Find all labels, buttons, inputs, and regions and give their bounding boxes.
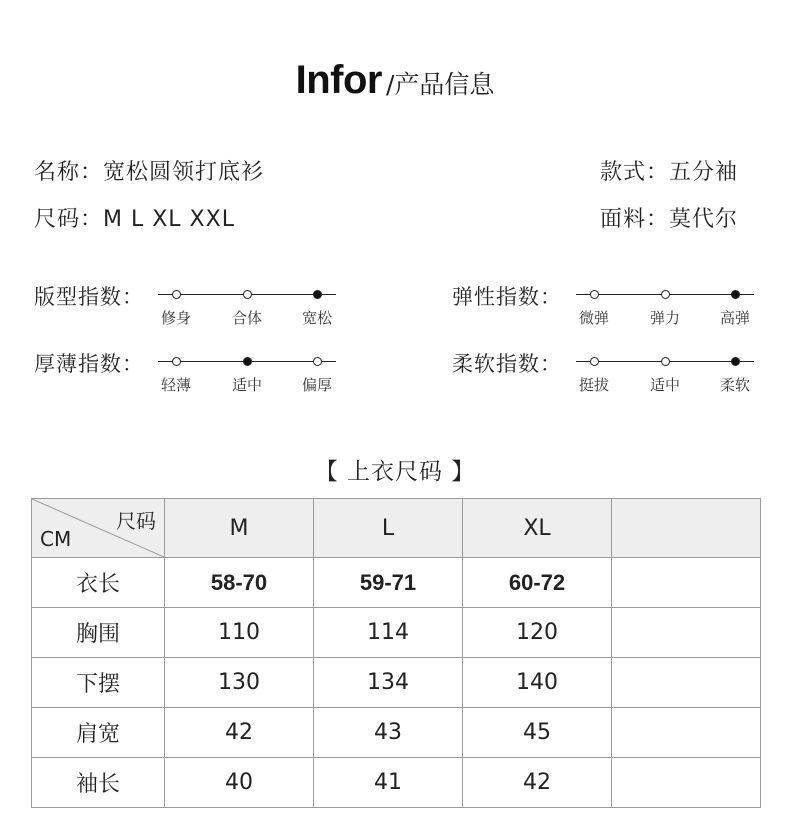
table-cell: 45: [463, 708, 612, 758]
product-name: 名称：宽松圆领打底衫: [34, 160, 265, 185]
scale-tick-label: 宽松: [301, 309, 333, 327]
scale-tick-label: 适中: [649, 376, 681, 394]
scale-dot: [590, 357, 599, 366]
scale-tick-label: 偏厚: [301, 376, 333, 394]
scale-tick-label: 修身: [160, 309, 192, 327]
table-cell: 120: [463, 608, 612, 658]
page-title: [0, 58, 790, 103]
row-label: 下摆: [32, 658, 165, 708]
table-cell: 43: [314, 708, 463, 758]
row-label: 胸围: [32, 608, 165, 658]
scale-tick-label: 合体: [231, 309, 263, 327]
scale-dot: [172, 290, 181, 299]
softness-index: [452, 348, 762, 408]
table-row: [32, 708, 761, 758]
table-cell: 40: [165, 758, 314, 808]
scale-dot-selected: [243, 357, 252, 366]
scale-tick-label: 挺拔: [578, 376, 610, 394]
table-cell: 110: [165, 608, 314, 658]
table-cell: [612, 558, 761, 608]
scale-tick-label: 柔软: [719, 376, 751, 394]
product-fabric: 面料：莫代尔: [600, 207, 739, 232]
table-cell: 134: [314, 658, 463, 708]
scale-dot: [243, 290, 252, 299]
column-header: M: [165, 499, 314, 558]
scale-tick-label: 弹力: [649, 309, 681, 327]
index-scale: [576, 348, 754, 398]
table-row: [32, 758, 761, 808]
table-cell: 60-72: [463, 558, 612, 608]
table-cell: 41: [314, 758, 463, 808]
index-scale: [158, 281, 336, 331]
column-header: XL: [463, 499, 612, 558]
table-cell: 59-71: [314, 558, 463, 608]
scale-dot: [661, 357, 670, 366]
corner-size-label: 尺码: [116, 509, 156, 533]
corner-unit-label: CM: [40, 527, 72, 551]
table-row: [32, 658, 761, 708]
table-row: [32, 558, 761, 608]
table-header-row: [32, 499, 761, 558]
row-label: 肩宽: [32, 708, 165, 758]
table-title: 【 上衣尺码 】: [314, 459, 476, 485]
product-style: 款式：五分袖: [600, 160, 739, 185]
table-cell: 42: [463, 758, 612, 808]
scale-tick-label: 高弹: [719, 309, 751, 327]
row-label: 袖长: [32, 758, 165, 808]
index-label: 弹性指数：: [452, 285, 562, 309]
index-label: 柔软指数：: [452, 352, 562, 376]
column-header: [612, 499, 761, 558]
scale-dot-selected: [731, 357, 740, 366]
table-cell: 114: [314, 608, 463, 658]
scale-dot: [313, 357, 322, 366]
thickness-index: [34, 348, 344, 408]
index-scale: [576, 281, 754, 331]
table-cell: [612, 658, 761, 708]
scale-tick-label: 轻薄: [160, 376, 192, 394]
table-corner-cell: [32, 499, 165, 558]
scale-dot: [590, 290, 599, 299]
column-header: L: [314, 499, 463, 558]
elasticity-index: [452, 281, 762, 341]
scale-dot: [661, 290, 670, 299]
table-row: [32, 608, 761, 658]
table-cell: [612, 708, 761, 758]
scale-tick-label: 适中: [231, 376, 263, 394]
fit-index: [34, 281, 344, 341]
table-cell: [612, 608, 761, 658]
table-cell: 42: [165, 708, 314, 758]
size-table: [31, 498, 761, 808]
table-cell: [612, 758, 761, 808]
table-cell: 58-70: [165, 558, 314, 608]
scale-dot-selected: [731, 290, 740, 299]
row-label: 衣长: [32, 558, 165, 608]
table-cell: 130: [165, 658, 314, 708]
index-label: 厚薄指数：: [34, 352, 144, 376]
scale-dot: [172, 357, 181, 366]
index-scale: [158, 348, 336, 398]
scale-tick-label: 微弹: [578, 309, 610, 327]
index-label: 版型指数：: [34, 285, 144, 309]
scale-dot-selected: [313, 290, 322, 299]
table-cell: 140: [463, 658, 612, 708]
title-main: Infor: [295, 58, 382, 102]
product-sizes: 尺码：M L XL XXL: [34, 207, 235, 232]
title-subtitle: /产品信息: [385, 70, 495, 99]
